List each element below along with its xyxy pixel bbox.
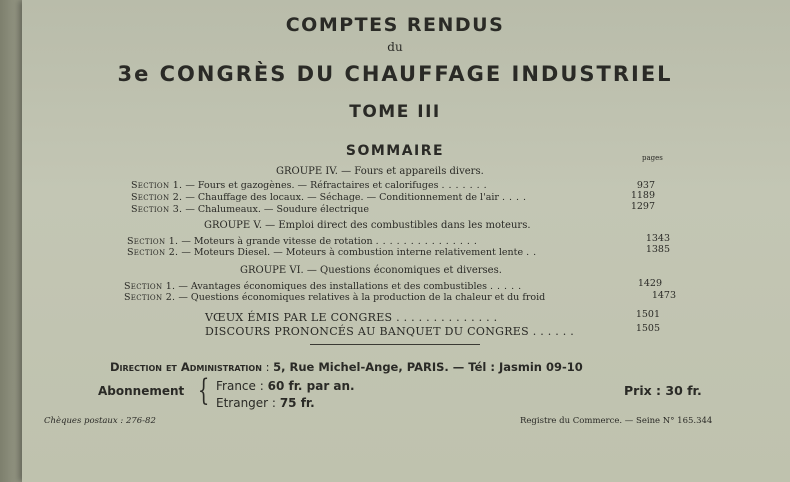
section-text: — Questions économiques relatives à la production de la chaleur et du froid	[178, 292, 546, 303]
section-text: — Moteurs à grande vitesse de rotation	[181, 236, 373, 247]
group-iv-title: GROUPE IV. — Fours et appareils divers.	[276, 166, 484, 177]
brace-glyph: {	[197, 373, 210, 408]
toc-row	[124, 292, 545, 304]
price-label: Prix : 30 fr.	[624, 383, 702, 398]
discours-entry	[205, 325, 578, 338]
group-vi-title: GROUPE VI. — Questions économiques et diverses.	[240, 265, 502, 276]
address-street: 5, Rue Michel-Ange, PARIS.	[273, 360, 449, 374]
toc-row	[131, 192, 530, 204]
pages-column-header: pages	[642, 154, 663, 162]
page-number: 1429	[637, 278, 662, 289]
title-connector: du	[387, 40, 403, 54]
congress-title: 3e CONGRÈS DU CHAUFFAGE INDUSTRIEL	[117, 62, 673, 86]
cheques-postaux: Chèques postaux : 276-82	[44, 416, 156, 426]
leader-dots: ......	[532, 325, 578, 338]
section-text: — Avantages économiques des installations et des combustibles	[178, 281, 487, 292]
address-telephone: — Tél : Jasmin 09-10	[448, 360, 583, 374]
voeux-entry	[205, 311, 501, 324]
toc-row	[131, 180, 491, 192]
leader-dots: .......	[441, 180, 491, 191]
subscription-france	[216, 379, 355, 393]
entry-text: DISCOURS PRONONCÉS AU BANQUET DU CONGRES	[205, 325, 529, 338]
subscription-etranger	[216, 396, 315, 410]
etranger-price: 75 fr.	[279, 396, 315, 410]
section-label: Section 2.	[124, 292, 176, 303]
france-label: France :	[216, 379, 264, 393]
etranger-label: Etranger :	[216, 396, 276, 410]
page-number: 1385	[645, 244, 670, 255]
leader-dots: ..............	[396, 311, 502, 324]
section-label: Section 3.	[131, 204, 183, 215]
section-text: — Chalumeaux. — Soudure électrique	[185, 204, 369, 215]
group-v-title: GROUPE V. — Emploi direct des combustibles dans les moteurs.	[204, 220, 531, 231]
page-number: 1473	[651, 290, 676, 301]
france-price: 60 fr. par an.	[267, 379, 355, 393]
page-number: 1501	[635, 309, 660, 320]
page-number: 937	[636, 180, 655, 191]
page-number: 1189	[630, 190, 655, 201]
toc-row	[131, 204, 369, 216]
address-line	[110, 360, 583, 374]
section-label: Section 2.	[131, 192, 183, 203]
section-label: Section 1.	[124, 281, 176, 292]
leader-dots: .....	[490, 281, 526, 292]
page-number: 1297	[630, 201, 655, 212]
section-label: Section 1.	[127, 236, 179, 247]
address-separator: :	[261, 360, 274, 374]
address-label: Direction et Administration	[110, 360, 262, 374]
document-title: COMPTES RENDUS	[285, 14, 505, 36]
page-number: 1505	[635, 323, 660, 334]
registre-commerce: Registre du Commerce. — Seine N° 165.344	[520, 416, 713, 426]
divider-rule	[310, 344, 480, 345]
section-text: — Moteurs Diesel. — Moteurs à combustion interne relativement lente	[181, 247, 524, 258]
leader-dots: ....	[501, 192, 531, 203]
leader-dots: ..	[526, 247, 541, 258]
section-label: Section 1.	[131, 180, 183, 191]
toc-row	[127, 247, 540, 259]
entry-text: VŒUX ÉMIS PAR LE CONGRES	[205, 311, 393, 324]
tome-label: TOME III	[349, 102, 441, 122]
sommaire-heading: SOMMAIRE	[345, 143, 445, 159]
page-number: 1343	[645, 233, 670, 244]
section-label: Section 2.	[127, 247, 179, 258]
subscription-label: Abonnement	[98, 384, 185, 398]
leader-dots: ...............	[375, 236, 481, 247]
section-text: — Fours et gazogènes. — Réfractaires et calorifuges	[185, 180, 439, 191]
section-text: — Chauffage des locaux. — Séchage. — Conditionnement de l'air	[185, 192, 499, 203]
